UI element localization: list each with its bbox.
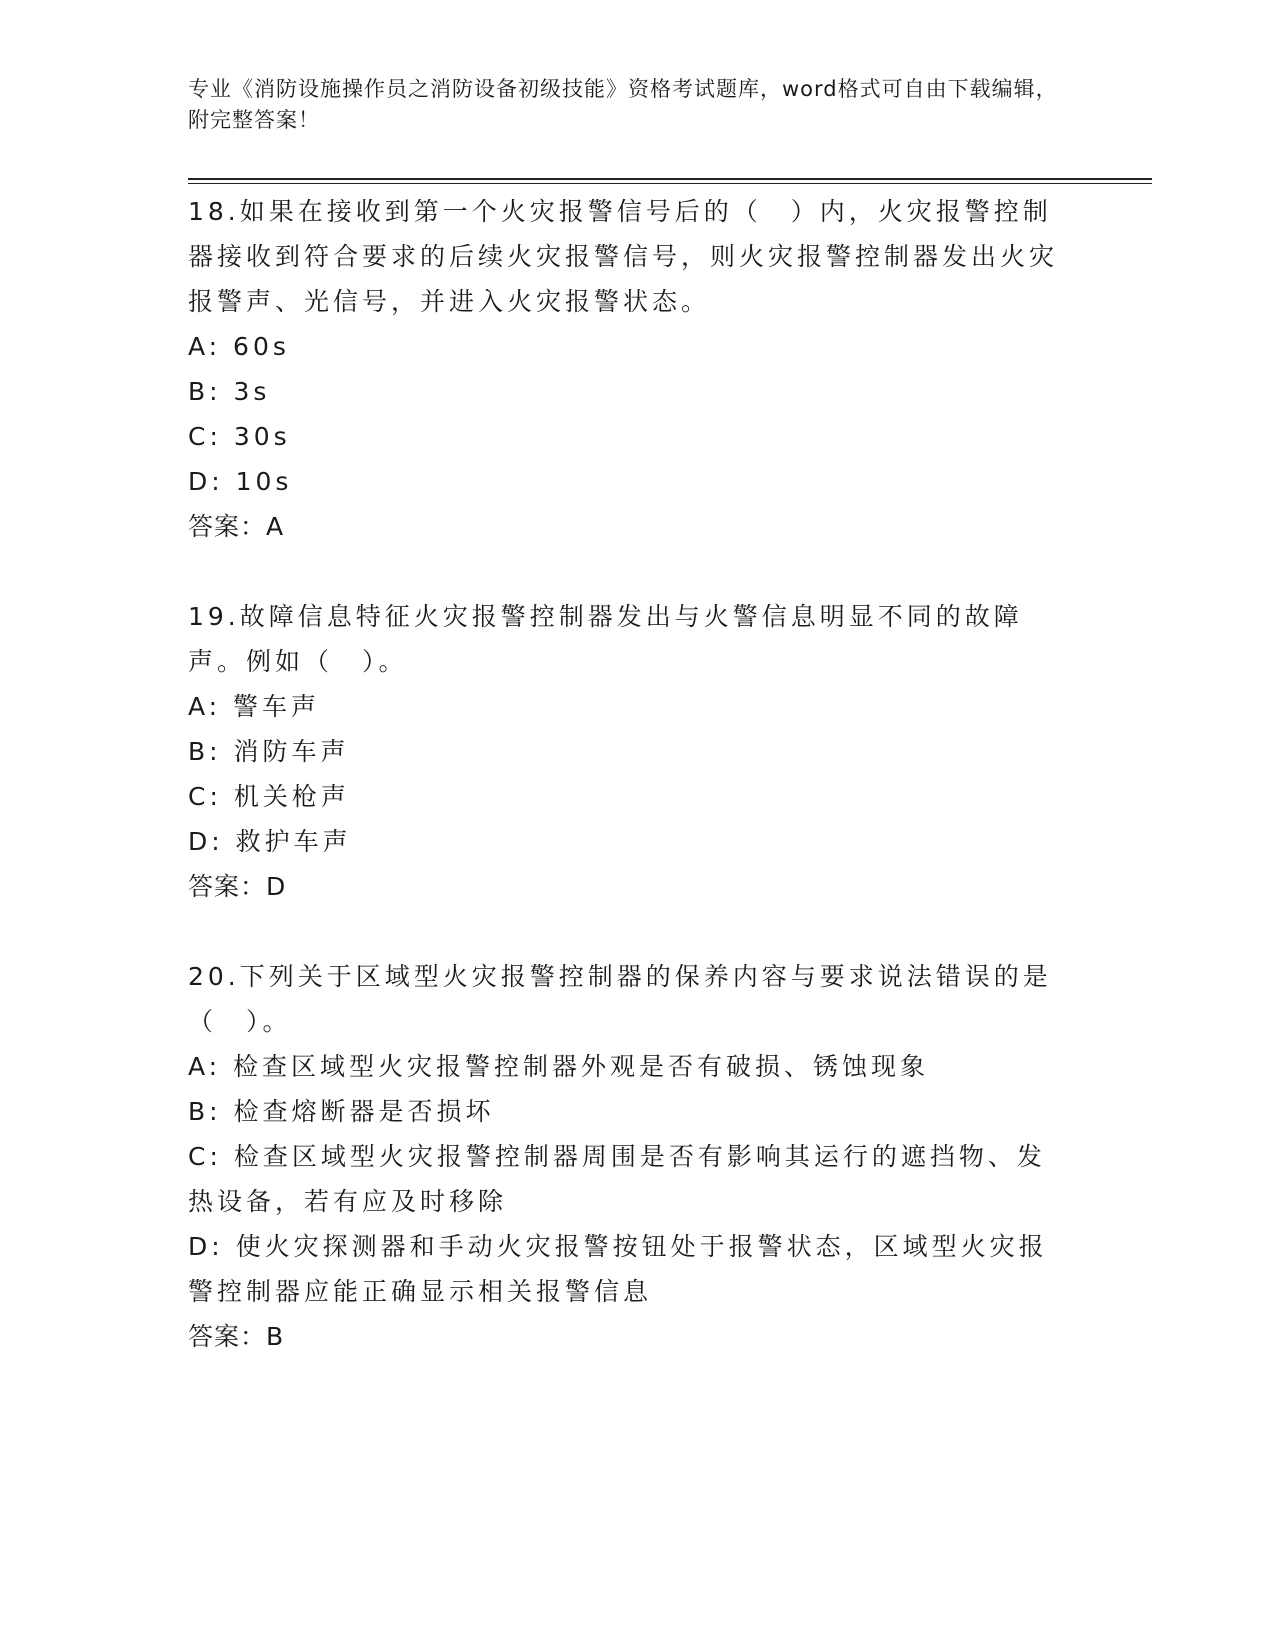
option-b: B: 检查熔断器是否损坏	[188, 1097, 495, 1126]
header-rule-thick	[188, 178, 1152, 180]
option-a: A: 60s	[188, 332, 290, 361]
option-d: D: 使火灾探测器和手动火灾报警按钮处于报警状态，区域型火灾报警控制器应能正确显示相关报警信息	[188, 1232, 1048, 1306]
option-a: A: 警车声	[188, 692, 321, 721]
option-b: B: 3s	[188, 377, 271, 406]
option-c: C: 检查区域型火灾报警控制器周围是否有影响其运行的遮挡物、发热设备，若有应及时移除	[188, 1142, 1046, 1216]
answer-line: 答案：D	[188, 872, 287, 901]
option-d: D: 10s	[188, 467, 293, 496]
question-stem: 20.下列关于区域型火灾报警控制器的保养内容与要求说法错误的是（ ）。	[188, 962, 1052, 1036]
answer-line: 答案：A	[188, 512, 285, 541]
header-rule-thin	[188, 183, 1152, 184]
option-d: D: 救护车声	[188, 827, 352, 856]
question-list	[188, 189, 1068, 1359]
question-19	[188, 594, 1068, 909]
option-a: A: 检查区域型火灾报警控制器外观是否有破损、锈蚀现象	[188, 1052, 930, 1081]
document-header: 专业《消防设施操作员之消防设备初级技能》资格考试题库，word格式可自由下载编辑，附完整答案！	[188, 77, 1058, 132]
question-stem: 19.故障信息特征火灾报警控制器发出与火警信息明显不同的故障声。例如（ ）。	[188, 602, 1023, 676]
option-c: C: 机关枪声	[188, 782, 350, 811]
option-c: C: 30s	[188, 422, 291, 451]
question-18	[188, 189, 1068, 549]
question-stem: 18.如果在接收到第一个火灾报警信号后的（ ）内，火灾报警控制器接收到符合要求的后续火灾报警信号，则火灾报警控制器发出火灾报警声、光信号，并进入火灾报警状态。	[188, 197, 1059, 316]
option-b: B: 消防车声	[188, 737, 350, 766]
question-20	[188, 954, 1068, 1359]
answer-line: 答案：B	[188, 1322, 285, 1351]
